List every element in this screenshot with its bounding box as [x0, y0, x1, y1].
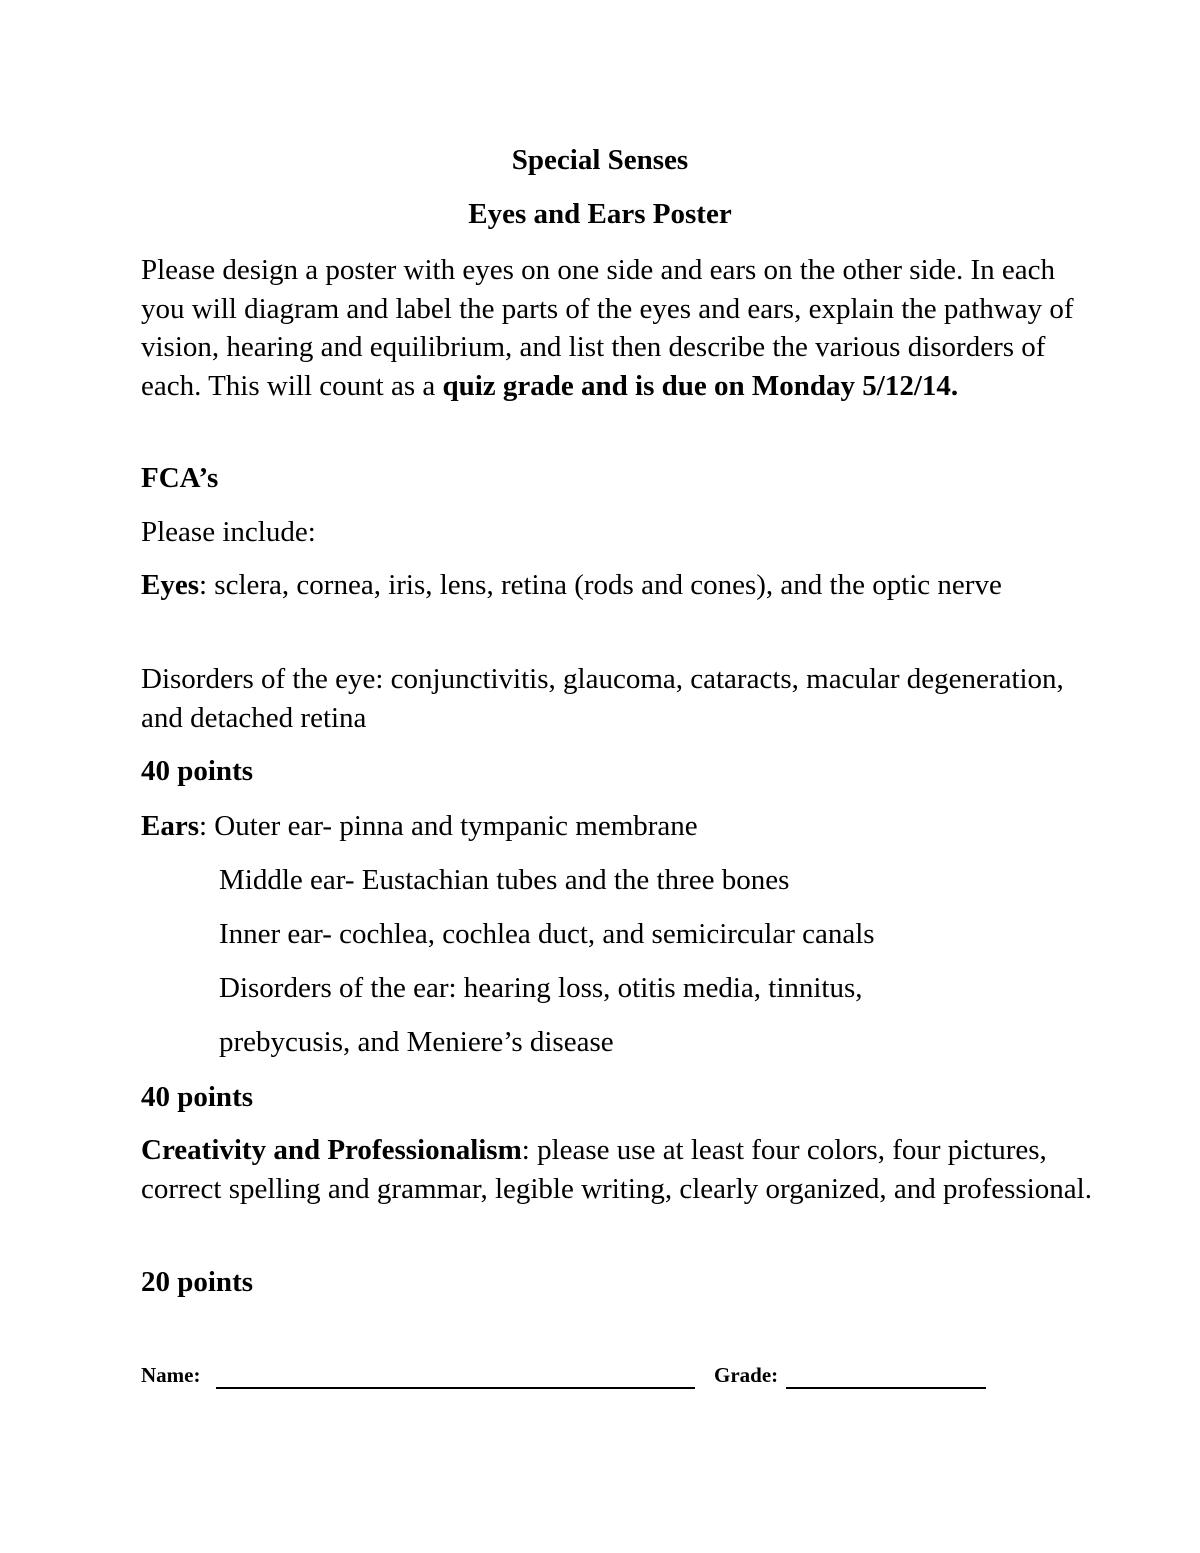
page-title: Special Senses — [511, 144, 689, 176]
eyes-label: Eyes — [141, 569, 199, 601]
creativity-text: : please use at least four colors, four pictures, correct spelling and grammar, legible writing, clearly organized, and professional. — [141, 1134, 1092, 1205]
ears-label: Ears — [141, 810, 199, 842]
ears-inner: Inner ear- cochlea, cochlea duct, and semicircular canals — [219, 918, 875, 950]
ear-disorders-line1: Disorders of the ear: hearing loss, otitis media, tinnitus, — [219, 972, 863, 1004]
grade-input-line[interactable] — [786, 1387, 986, 1389]
creativity-paragraph — [141, 1131, 1101, 1208]
ears-outer: : Outer ear- pinna and tympanic membrane — [199, 810, 698, 842]
ear-disorders-line2: prebycusis, and Meniere’s disease — [219, 1026, 614, 1058]
ears-outer-line — [141, 807, 698, 845]
ears-points: 40 points — [141, 1081, 254, 1113]
intro-paragraph — [141, 251, 1101, 405]
name-input-line[interactable] — [216, 1387, 695, 1389]
fcas-heading: FCA’s — [141, 462, 219, 494]
ears-middle: Middle ear- Eustachian tubes and the three bones — [219, 864, 790, 896]
please-include-label: Please include: — [141, 516, 316, 548]
page-subtitle: Eyes and Ears Poster — [468, 198, 732, 230]
intro-due-date: quiz grade and is due on Monday 5/12/14. — [442, 369, 959, 402]
creativity-label: Creativity and Professionalism — [141, 1134, 522, 1166]
creativity-points: 20 points — [141, 1266, 254, 1298]
grade-label: Grade: — [714, 1363, 779, 1387]
intro-text: Please design a poster with eyes on one side and ears on the other side. In each you will diagram and label the parts of the eyes and ears, explain the pathway of vision, hearing and equilibrium, and list then describe the various disorders of each. This will count as a — [141, 254, 1074, 402]
eyes-points: 40 points — [141, 755, 254, 787]
eyes-paragraph — [141, 566, 1101, 605]
name-label: Name: — [141, 1363, 201, 1387]
eye-disorders-paragraph: Disorders of the eye: conjunctivitis, glaucoma, cataracts, macular degeneration, and detached retina — [141, 663, 1064, 734]
eyes-parts: : sclera, cornea, iris, lens, retina (rods and cones), and the optic nerve — [199, 569, 1002, 601]
